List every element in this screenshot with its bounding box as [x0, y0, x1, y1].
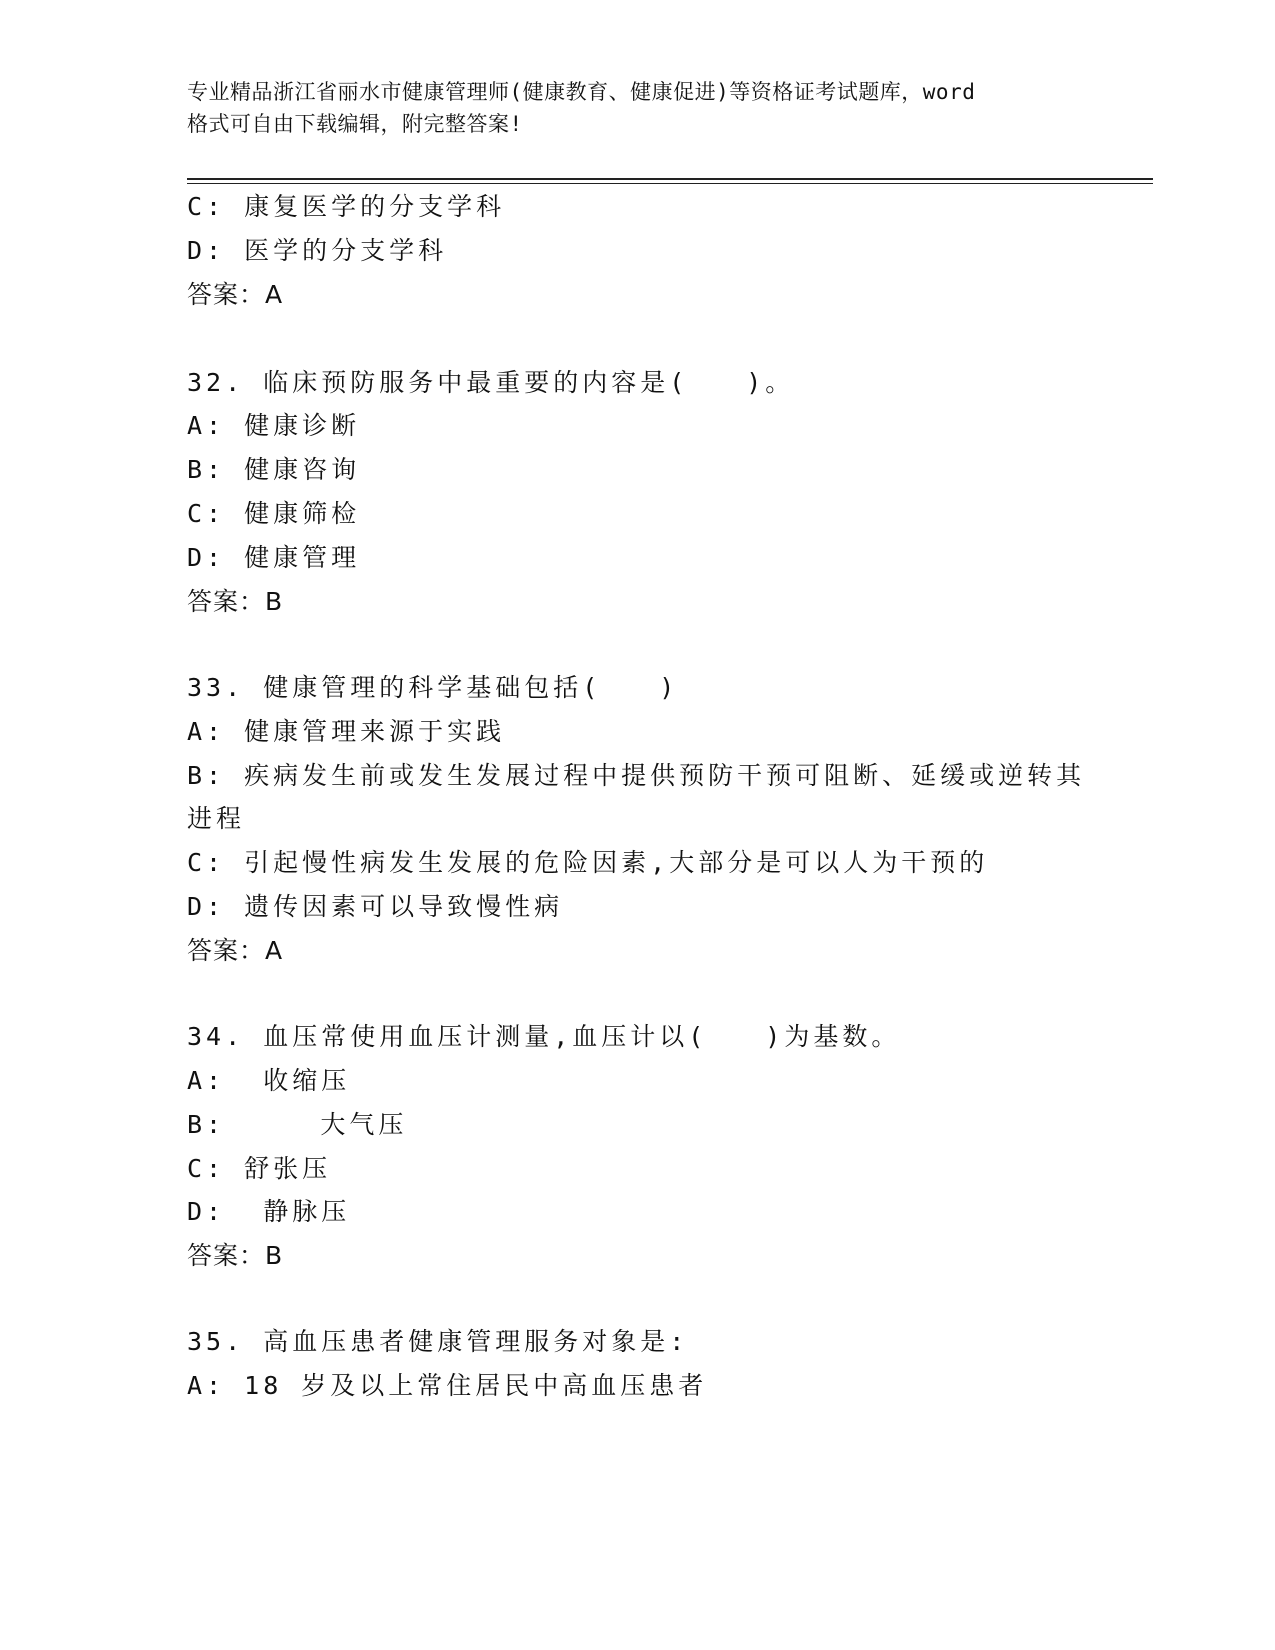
option-a: A: 收缩压 [187, 1066, 351, 1095]
option-c: C: 舒张压 [187, 1154, 332, 1183]
header-rule-thin [187, 183, 1153, 184]
document-header [187, 76, 1087, 140]
answer: 答案：A [187, 936, 284, 965]
answer: 答案：A [187, 280, 284, 309]
question-stem-33: 33. 健康管理的科学基础包括( ) [187, 673, 679, 702]
question-stem-32: 32. 临床预防服务中最重要的内容是( )。 [187, 368, 795, 397]
question-stem-35: 35. 高血压患者健康管理服务对象是: [187, 1327, 689, 1356]
header-line-2: 格式可自由下载编辑，附完整答案! [187, 112, 523, 136]
option-b: B: 疾病发生前或发生发展过程中提供预防干预可阻断、延缓或逆转其 [187, 761, 1086, 790]
option-a: A: 18 岁及以上常住居民中高血压患者 [187, 1371, 708, 1400]
option-d: D: 医学的分支学科 [187, 236, 448, 265]
answer: 答案：B [187, 1241, 284, 1270]
question-stem-34: 34. 血压常使用血压计测量,血压计以( )为基数。 [187, 1022, 901, 1051]
option-b-continued: 进程 [187, 804, 246, 833]
option-d: D: 静脉压 [187, 1197, 351, 1226]
option-c: C: 健康筛检 [187, 499, 361, 528]
option-a: A: 健康诊断 [187, 411, 361, 440]
option-b: B: 大气压 [187, 1110, 408, 1139]
header-rule-thick [187, 178, 1153, 180]
header-line-1: 专业精品浙江省丽水市健康管理师(健康教育、健康促进)等资格证考试题库，word [187, 80, 976, 104]
option-d: D: 健康管理 [187, 543, 361, 572]
option-d: D: 遗传因素可以导致慢性病 [187, 892, 564, 921]
option-b: B: 健康咨询 [187, 455, 361, 484]
option-c: C: 康复医学的分支学科 [187, 192, 506, 221]
option-c: C: 引起慢性病发生发展的危险因素,大部分是可以人为干预的 [187, 848, 989, 877]
answer: 答案：B [187, 587, 284, 616]
option-a: A: 健康管理来源于实践 [187, 717, 506, 746]
